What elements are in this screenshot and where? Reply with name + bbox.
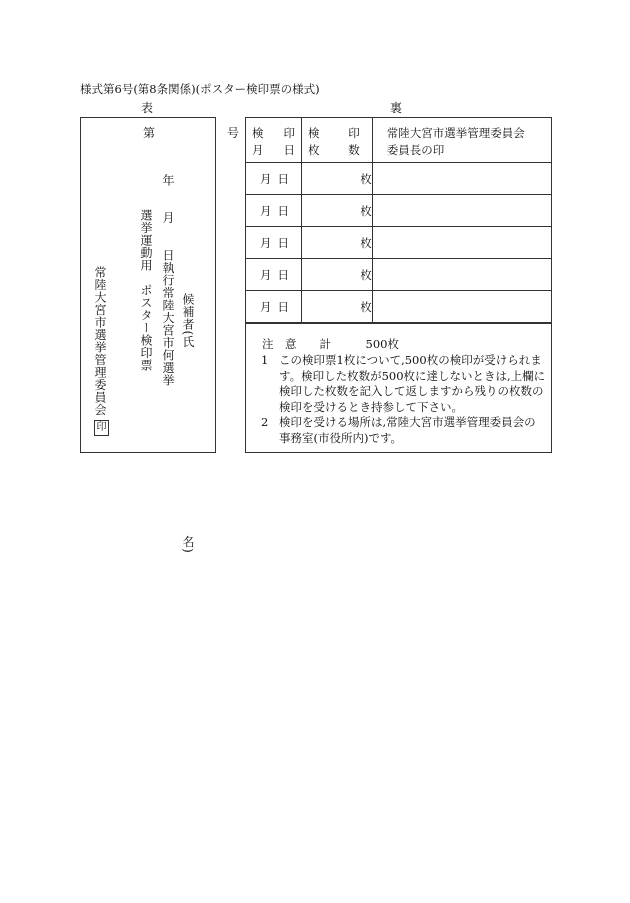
candidate-name-line: 候補者(氏 名) [181,293,195,554]
table-row: 月 日 枚 [246,195,552,227]
table-row: 月 日 枚 [246,291,552,323]
seal-cell [372,195,551,227]
issuer-seal-icon: 印 [94,420,109,436]
form-title: 様式第6号(第8条関係)(ポスター検印票の様式) [80,82,320,96]
notes-list [261,353,547,446]
seal-cell [372,259,551,291]
table-row: 月 日 枚 [246,227,552,259]
table-row: 月 日 枚 [246,163,552,195]
purpose-line: 選挙運動用 ポスター検印票 [139,209,153,372]
election-date-line: 年 月 日執行常陸大宮市何選挙 [161,174,175,387]
form-number-label: 第 号 [143,126,240,140]
front-side-label: 表 [141,101,154,115]
seal-cell [372,291,551,323]
header-chair-seal: 常陸大宮市選挙管理委員会 委員長の印 [372,118,551,163]
notes-box [245,323,552,453]
note-item: 1 この検印票1枚について,500枚の検印が受けられます。検印した枚数が500枚に達しないときは,上欄に検印した枚数を記入して返しますから残りの枚数の検印を受けるとき持参して下さい。 [261,353,546,414]
issuer-line: 常陸大宮市選挙管理委員会 [93,266,107,416]
seal-cell [372,163,551,195]
header-stamp-date: 検 印 月 日 [246,118,302,163]
table-row: 月 日 枚 [246,259,552,291]
ledger-header-row [246,118,552,163]
note-item: 2 検印を受ける場所は,常陸大宮市選挙管理委員会の事務室(市役所内)です。 [261,415,536,445]
stamp-ledger-table [245,117,552,323]
notes-header: 注 意 計 500枚 [262,337,399,351]
seal-cell [372,227,551,259]
header-stamp-count: 検 印 枚 数 [301,118,372,163]
front-card [80,117,240,554]
back-side-label: 裏 [390,101,403,115]
